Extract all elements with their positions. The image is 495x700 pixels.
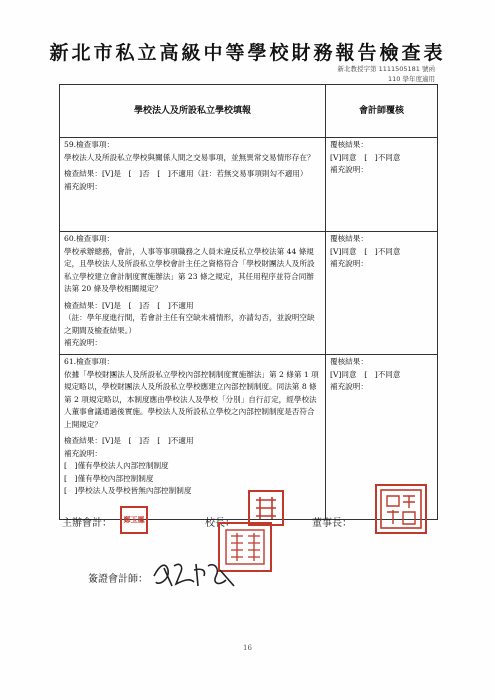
review-choice: [V]同意 [ ]不同意	[330, 369, 401, 379]
item-heading: 檢查事項：	[76, 234, 115, 243]
item-cell	[60, 355, 326, 520]
chief-accountant-label: 主辦會計：	[62, 518, 112, 529]
item-heading-line	[64, 356, 321, 369]
item-number: 60.	[64, 234, 77, 243]
board-chair-label: 董事長：	[312, 518, 352, 529]
document-code: 新北教授字第 1111505181 號函	[337, 65, 435, 73]
item-remark: 補充說明：	[64, 448, 102, 458]
handwritten-signature	[150, 556, 240, 592]
review-title: 覆核結果：	[330, 234, 368, 243]
document-title: 新北市私立高級中等學校財務報告檢查表	[49, 42, 446, 64]
principal-seal-small	[248, 490, 284, 526]
review-cell	[326, 232, 438, 355]
item-cell	[60, 232, 326, 355]
cpa-signature	[150, 556, 240, 592]
checklist-table	[59, 84, 438, 520]
principal-seal-pattern	[252, 494, 280, 522]
chief-accountant-seal-text: 鄭玉鳳	[123, 515, 145, 524]
right-column-header: 會計師覆核	[326, 85, 438, 138]
item-note: （註：學年度進行間，若會計主任有空缺未補情形，亦請勾否，並說明空缺之期間及檢查結果。）	[64, 313, 315, 335]
option-item: [ ]學校法人及學校皆無內部控制制度	[64, 486, 192, 495]
review-remark: 補充說明：	[330, 165, 368, 174]
item-heading: 檢查事項：	[76, 357, 115, 366]
table-row	[60, 232, 438, 355]
option-item: [ ]僅有學校法人內部控制制度	[64, 461, 169, 470]
item-result: 檢查結果：[V]是 [ ]否 [ ]不適用	[64, 300, 194, 310]
board-chair-seal	[375, 484, 427, 534]
table-row	[60, 138, 438, 232]
table-header-row	[60, 85, 438, 138]
review-cell	[326, 138, 438, 232]
item-number: 61.	[64, 357, 77, 366]
item-cell	[60, 138, 326, 232]
board-chair-seal-pattern	[379, 488, 423, 530]
review-title: 覆核結果：	[330, 140, 368, 149]
item-remark: 補充說明：	[64, 338, 102, 347]
chief-accountant-seal	[120, 506, 148, 534]
item-result: 檢查結果：[V]是 [ ]否 [ ]不適用（註：若無交易事項則勾不適用）	[64, 169, 308, 178]
page-number: 16	[243, 644, 252, 652]
cpa-label: 簽證會計師：	[88, 574, 148, 585]
review-choice: [V]同意 [ ]不同意	[330, 246, 401, 256]
item-question: 學校承辦總務，會計，人事等事項職務之人員未違反私立學校法第 44 條規定，且學校法人及所設私立學校會計主任之資格符合「學校財團法人及所設私立學校建立會計制度實施辦法」第 23 條之規定，其任用程序並符合同辦法第 20 條及學校相關規定？	[64, 246, 315, 293]
left-column-header: 學校法人及所設私立學校填報	[60, 85, 326, 138]
item-heading-line	[64, 233, 321, 246]
review-title: 覆核結果：	[330, 357, 368, 366]
item-result: 檢查結果：[V]是 [ ]否 [ ]不適用	[64, 436, 194, 445]
item-remark: 補充說明：	[64, 181, 102, 191]
item-question: 依據「學校財團法人及所設私立學校內部控制制度實施辦法」第 2 條第 1 項規定略以，學校財團法人及所設私立學校應建立內部控制制度。同法第 8 條第 2 項規定略以，本制度應由學校法人及學校「分別」自行訂定，經學校法人董事會議通過後實施。學校法人及所設私立學校之內部控制制度是否符合上開規定？	[64, 369, 319, 429]
item-heading: 檢查事項：	[76, 140, 115, 149]
item-question: 學校法人及所設私立學校與關係人間之交易事項，並無異常交易情形存在？	[64, 152, 315, 162]
principal-label: 校長：	[205, 518, 235, 529]
review-remark: 補充說明：	[330, 382, 368, 391]
item-number: 59.	[64, 140, 77, 149]
option-item: [ ]僅有學校內部控制制度	[64, 473, 154, 483]
review-choice: [V]同意 [ ]不同意	[330, 152, 401, 162]
review-remark: 補充說明：	[330, 259, 368, 268]
year-note: 110 學年度適用	[388, 75, 435, 83]
item-heading-line	[64, 139, 321, 152]
